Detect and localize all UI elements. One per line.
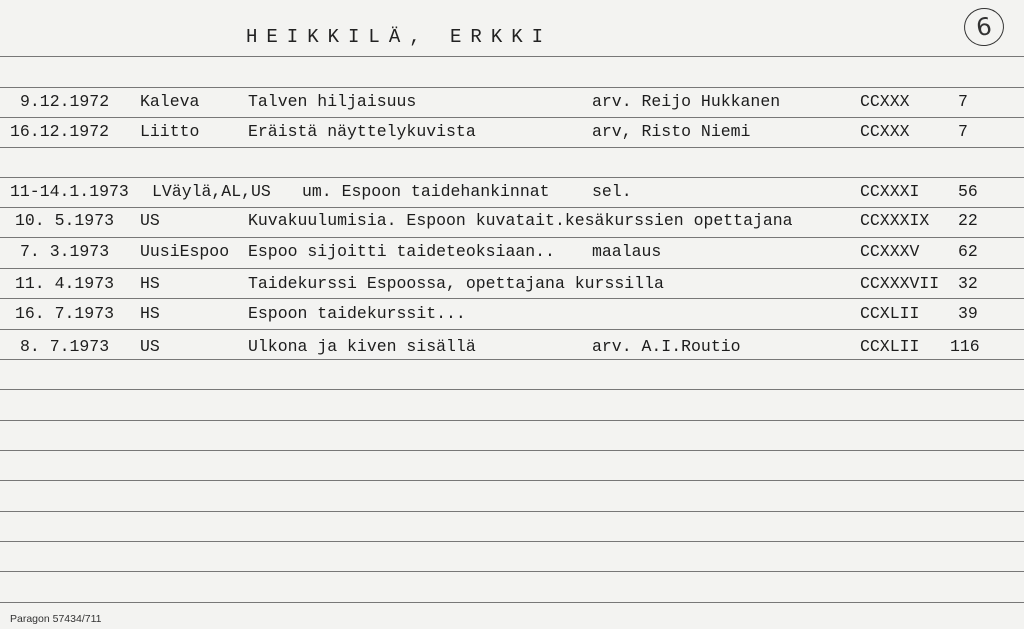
entry-page: 22 — [958, 211, 978, 230]
entry-title: Taidekurssi Espoossa, opettajana kurssilla — [248, 274, 664, 293]
entry-date: 10. 5.1973 — [15, 211, 115, 230]
ruled-line — [0, 420, 1024, 421]
ruled-line — [0, 511, 1024, 512]
ruled-line — [0, 389, 1024, 390]
entry-volume: CCXXXI — [860, 182, 920, 201]
ruled-line — [0, 147, 1024, 148]
entry-publication: HS — [140, 274, 160, 293]
card-footer: Paragon 57434/711 — [10, 613, 102, 625]
entry-date: 8. 7.1973 — [20, 337, 110, 356]
entry-date: 11-14.1.1973 — [10, 182, 129, 201]
entry-page: 7 — [958, 92, 968, 111]
entry-title: Eräistä näyttelykuvista — [248, 122, 476, 141]
entry-title: Espoon taidekurssit... — [248, 304, 466, 323]
entry-volume: CCXXX — [860, 92, 910, 111]
entry-volume: CCXXXIX — [860, 211, 930, 230]
card-title: HEIKKILÄ, ERKKI — [246, 26, 553, 48]
ruled-line — [0, 602, 1024, 603]
entry-publication: Kaleva — [140, 92, 200, 111]
entry-publication: LVäylä,AL,US — [152, 182, 271, 201]
entry-volume: CCXLII — [860, 304, 920, 323]
ruled-line — [0, 298, 1024, 299]
entry-publication: US — [140, 337, 160, 356]
ruled-line — [0, 87, 1024, 88]
entry-page: 7 — [958, 122, 968, 141]
entry-title: um. Espoon taidehankinnat — [302, 182, 550, 201]
entry-page: 39 — [958, 304, 978, 323]
ruled-line — [0, 207, 1024, 208]
entry-date: 9.12.1972 — [20, 92, 110, 111]
entry-note: maalaus — [592, 242, 662, 261]
entry-publication: US — [140, 211, 160, 230]
entry-title: Talven hiljaisuus — [248, 92, 417, 111]
entry-date: 11. 4.1973 — [15, 274, 115, 293]
entry-note: arv. A.I.Routio — [592, 337, 741, 356]
entry-page: 32 — [958, 274, 978, 293]
entry-date: 16. 7.1973 — [15, 304, 115, 323]
entry-volume: CCXXXVII — [860, 274, 940, 293]
ruled-line — [0, 541, 1024, 542]
entry-note: arv. Reijo Hukkanen — [592, 92, 781, 111]
entry-note: arv, Risto Niemi — [592, 122, 751, 141]
ruled-line — [0, 359, 1024, 360]
entry-date: 16.12.1972 — [10, 122, 110, 141]
ruled-line — [0, 56, 1024, 57]
ruled-line — [0, 329, 1024, 330]
entry-page: 56 — [958, 182, 978, 201]
ruled-line — [0, 177, 1024, 178]
ruled-line — [0, 571, 1024, 572]
entry-volume: CCXXX — [860, 122, 910, 141]
entry-publication: Liitto — [140, 122, 200, 141]
entry-volume: CCXLII — [860, 337, 920, 356]
ruled-line — [0, 450, 1024, 451]
page-number-circle: 6 — [962, 5, 1007, 48]
entry-date: 7. 3.1973 — [20, 242, 110, 261]
entry-publication: UusiEspoo — [140, 242, 230, 261]
ruled-line — [0, 237, 1024, 238]
ruled-line — [0, 117, 1024, 118]
entry-volume: CCXXXV — [860, 242, 920, 261]
entry-title: Kuvakuulumisia. Espoon kuvatait.kesäkurssien opettajana — [248, 211, 793, 230]
entry-page: 116 — [950, 337, 980, 356]
entry-title: Espoo sijoitti taideteoksiaan.. — [248, 242, 555, 261]
ruled-line — [0, 480, 1024, 481]
entry-publication: HS — [140, 304, 160, 323]
entry-title: Ulkona ja kiven sisällä — [248, 337, 476, 356]
entry-note: sel. — [592, 182, 632, 201]
ruled-line — [0, 268, 1024, 269]
entry-page: 62 — [958, 242, 978, 261]
